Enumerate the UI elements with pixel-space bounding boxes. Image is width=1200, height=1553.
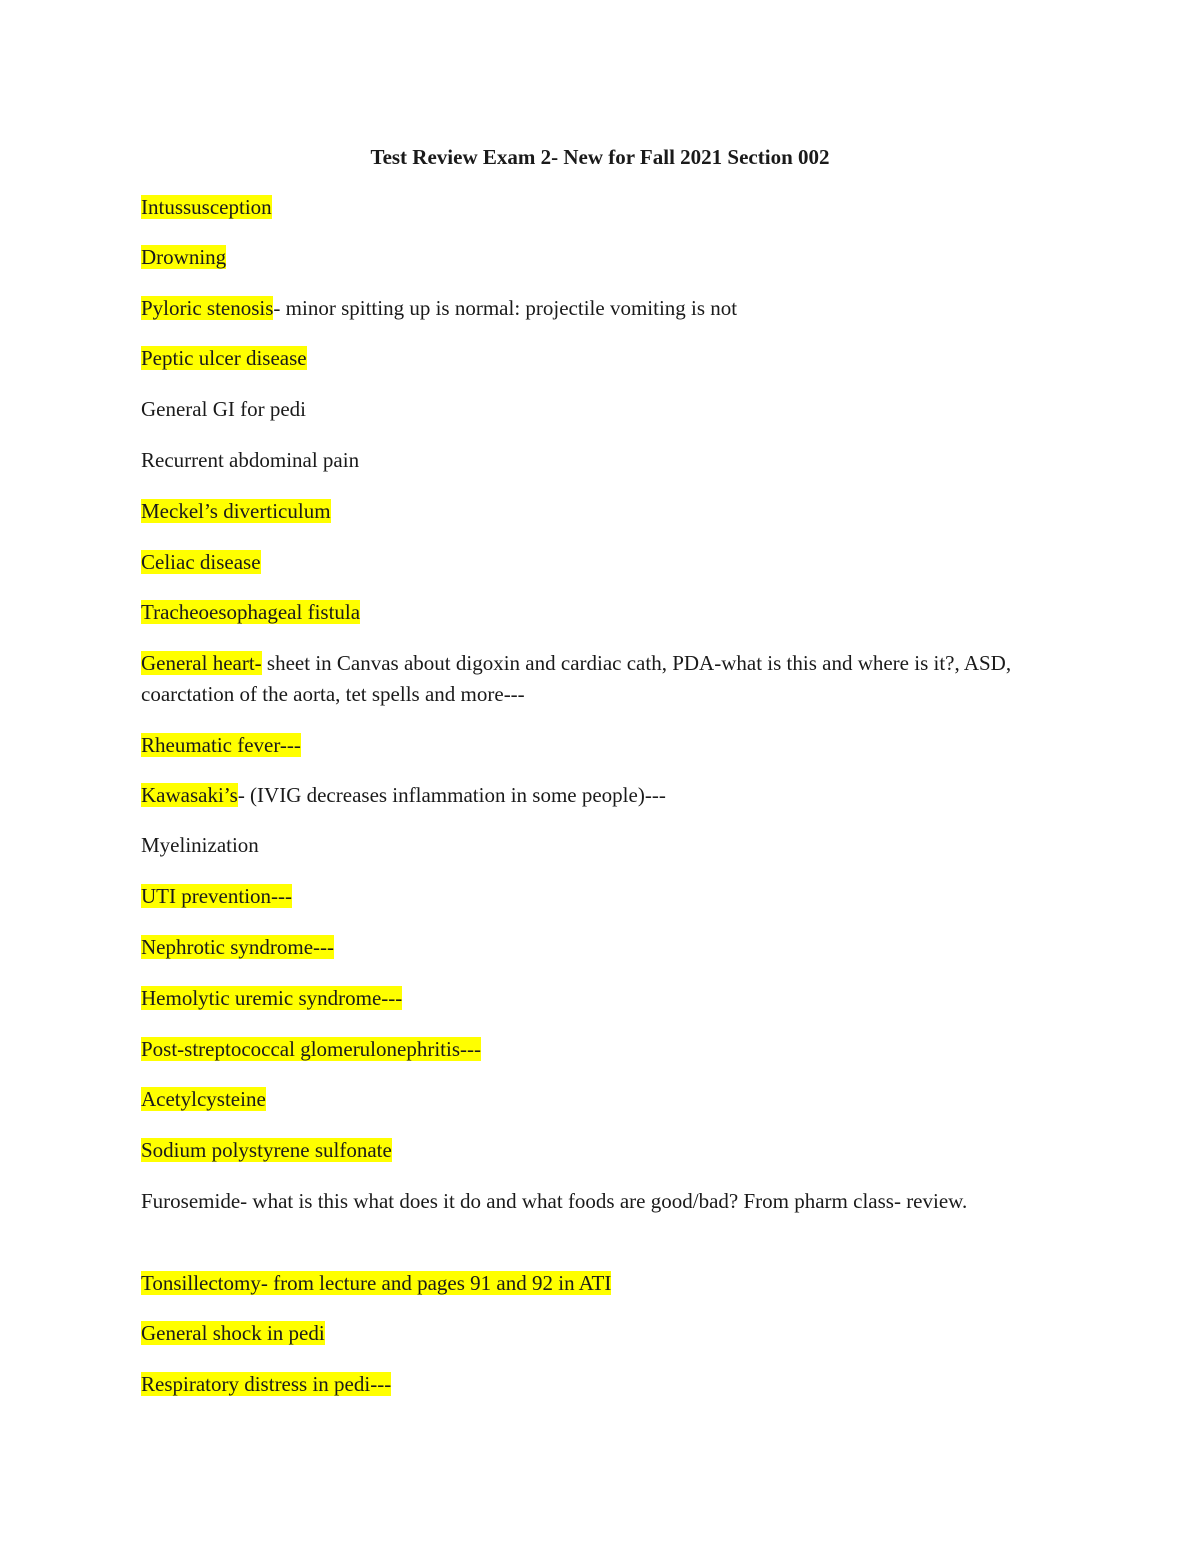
list-item-celiac [141,547,1071,578]
highlighted-text: General shock in pedi [141,1321,325,1345]
list-item-respiratory-distress [141,1369,1071,1400]
highlighted-text: Nephrotic syndrome--- [141,935,335,959]
highlighted-text: Kawasaki’s [141,783,238,807]
item-text: - minor spitting up is normal: projectile vomiting is not [273,296,738,320]
item-text: Recurrent abdominal pain [141,448,360,472]
highlighted-text: Respiratory distress in pedi--- [141,1372,392,1396]
list-item-uti-prevention [141,881,1071,912]
list-item-psgn [141,1034,1071,1065]
list-item-peptic-ulcer [141,343,1071,374]
item-text: sheet in Canvas about digoxin and cardiac cath, PDA-what is this and where is it?, ASD, coarctation of the aorta, tet spells and more--- [141,651,1012,706]
list-item-abdominal-pain [141,445,1071,476]
list-item-furosemide [141,1186,1071,1217]
highlighted-text: Rheumatic fever--- [141,733,301,757]
document-title: Test Review Exam 2- New for Fall 2021 Section 002 [370,145,830,169]
list-item-rheumatic-fever [141,730,1071,761]
item-text: Furosemide- what is this what does it do and what foods are good/bad? From pharm class- review. [141,1189,968,1213]
list-item-meckels [141,496,1071,527]
list-item-hus [141,983,1071,1014]
list-item-sodium-polystyrene [141,1135,1071,1166]
list-item-general-shock [141,1318,1071,1349]
list-item-pyloric-stenosis [141,293,1071,324]
list-item-intussusception [141,192,1071,223]
list-item-drowning [141,242,1071,273]
highlighted-text: Meckel’s diverticulum [141,499,331,523]
highlighted-text: Hemolytic uremic syndrome--- [141,986,403,1010]
highlighted-text: Drowning [141,245,227,269]
highlighted-text: Sodium polystyrene sulfonate [141,1138,392,1162]
list-item-acetylcysteine [141,1084,1071,1115]
item-text: - (IVIG decreases inflammation in some people)--- [237,783,666,807]
highlighted-text: Pyloric stenosis [141,296,274,320]
list-item-myelinization [141,830,1071,861]
list-item-te-fistula [141,597,1071,628]
highlighted-text: Tracheoesophageal fistula [141,600,361,624]
highlighted-text: Post-streptococcal glomerulonephritis--- [141,1037,481,1061]
highlighted-text: Peptic ulcer disease [141,346,307,370]
highlighted-text: General heart- [141,651,262,675]
highlighted-text: UTI prevention--- [141,884,293,908]
list-item-nephrotic [141,932,1071,963]
highlighted-text: Tonsillectomy- from lecture and pages 91 and 92 in ATI [141,1271,612,1295]
list-item-tonsillectomy [141,1268,1071,1299]
item-text: General GI for pedi [141,397,307,421]
highlighted-text: Intussusception [141,195,272,219]
list-item-kawasaki [141,780,1071,811]
list-item-general-gi [141,394,1071,425]
highlighted-text: Celiac disease [141,550,261,574]
item-text: Myelinization [141,833,259,857]
highlighted-text: Acetylcysteine [141,1087,266,1111]
list-item-general-heart [141,648,1071,710]
